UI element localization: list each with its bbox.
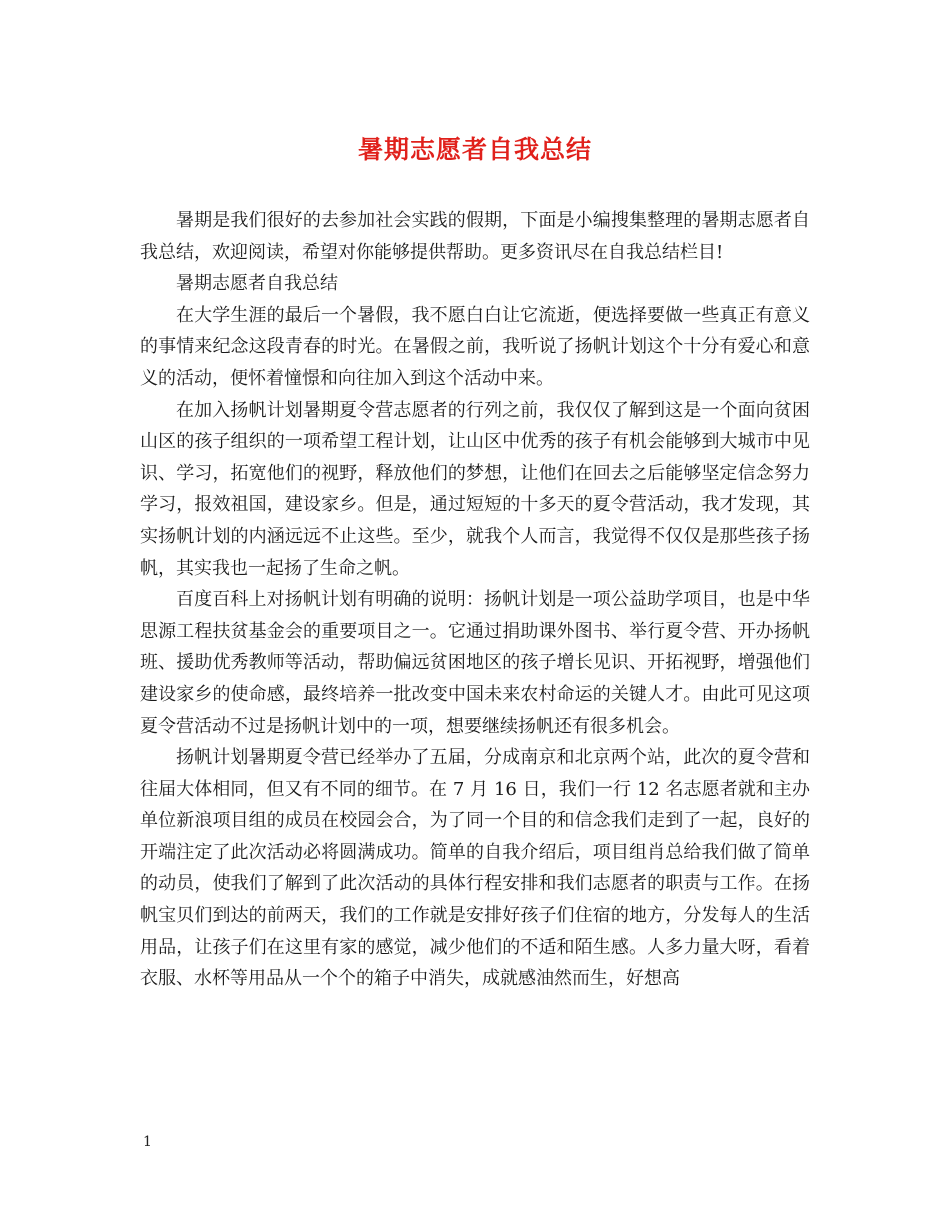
paragraph-subtitle: 暑期志愿者自我总结 — [176, 273, 338, 295]
page-number: 1 — [143, 1134, 152, 1150]
paragraph-intro: 暑期是我们很好的去参加社会实践的假期，下面是小编搜集整理的暑期志愿者自我总结，欢迎阅读，希望对你能够提供帮助。更多资讯尽在自我总结栏目! — [140, 210, 810, 263]
paragraph: 在大学生涯的最后一个暑假，我不愿白白让它流逝，便选择要做一些真正有意义的事情来纪念这段青春的时光。在暑假之前，我听说了扬帆计划这个十分有爱心和意义的活动，便怀着憧憬和向往加入到这个活动中来。 — [140, 304, 810, 389]
paragraph: 在加入扬帆计划暑期夏令营志愿者的行列之前，我仅仅了解到这是一个面向贫困山区的孩子组织的一项希望工程计划，让山区中优秀的孩子有机会能够到大城市中见识、学习，拓宽他们的视野，释放他们的梦想，让他们在回去之后能够坚定信念努力学习，报效祖国，建设家乡。但是，通过短短的十多天的夏令营活动，我才发现，其实扬帆计划的内涵远远不止这些。至少，就我个人而言，我觉得不仅仅是那些孩子扬帆，其实我也一起扬了生命之帆。 — [140, 399, 810, 579]
paragraph: 百度百科上对扬帆计划有明确的说明：扬帆计划是一项公益助学项目，也是中华思源工程扶贫基金会的重要项目之一。它通过捐助课外图书、举行夏令营、开办扬帆班、援助优秀教师等活动，帮助偏远贫困地区的孩子增长见识、开拓视野，增强他们建设家乡的使命感，最终培养一批改变中国未来农村命运的关键人才。由此可见这项夏令营活动不过是扬帆计划中的一项，想要继续扬帆还有很多机会。 — [140, 589, 810, 737]
paragraph: 扬帆计划暑期夏令营已经举办了五届，分成南京和北京两个站，此次的夏令营和往届大体相同，但又有不同的细节。在 7 月 16 日，我们一行 12 名志愿者就和主办单位新浪项目组的成员在校园会合，为了同一个目的和信念我们走到了一起，良好的开端注定了此次活动必将圆满成功。简单的自我介绍后，项目组肖总给我们做了简单的动员，使我们了解到了此次活动的具体行程安排和我们志愿者的职责与工作。在扬帆宝贝们到达的前两天，我们的工作就是安排好孩子们住宿的地方，分发每人的生活用品，让孩子们在这里有家的感觉，减少他们的不适和陌生感。人多力量大呀，看着衣服、水杯等用品从一个个的箱子中消失，成就感油然而生，好想高 — [140, 747, 810, 990]
document-title: 暑期志愿者自我总结 — [357, 135, 592, 164]
document-body — [140, 205, 810, 995]
